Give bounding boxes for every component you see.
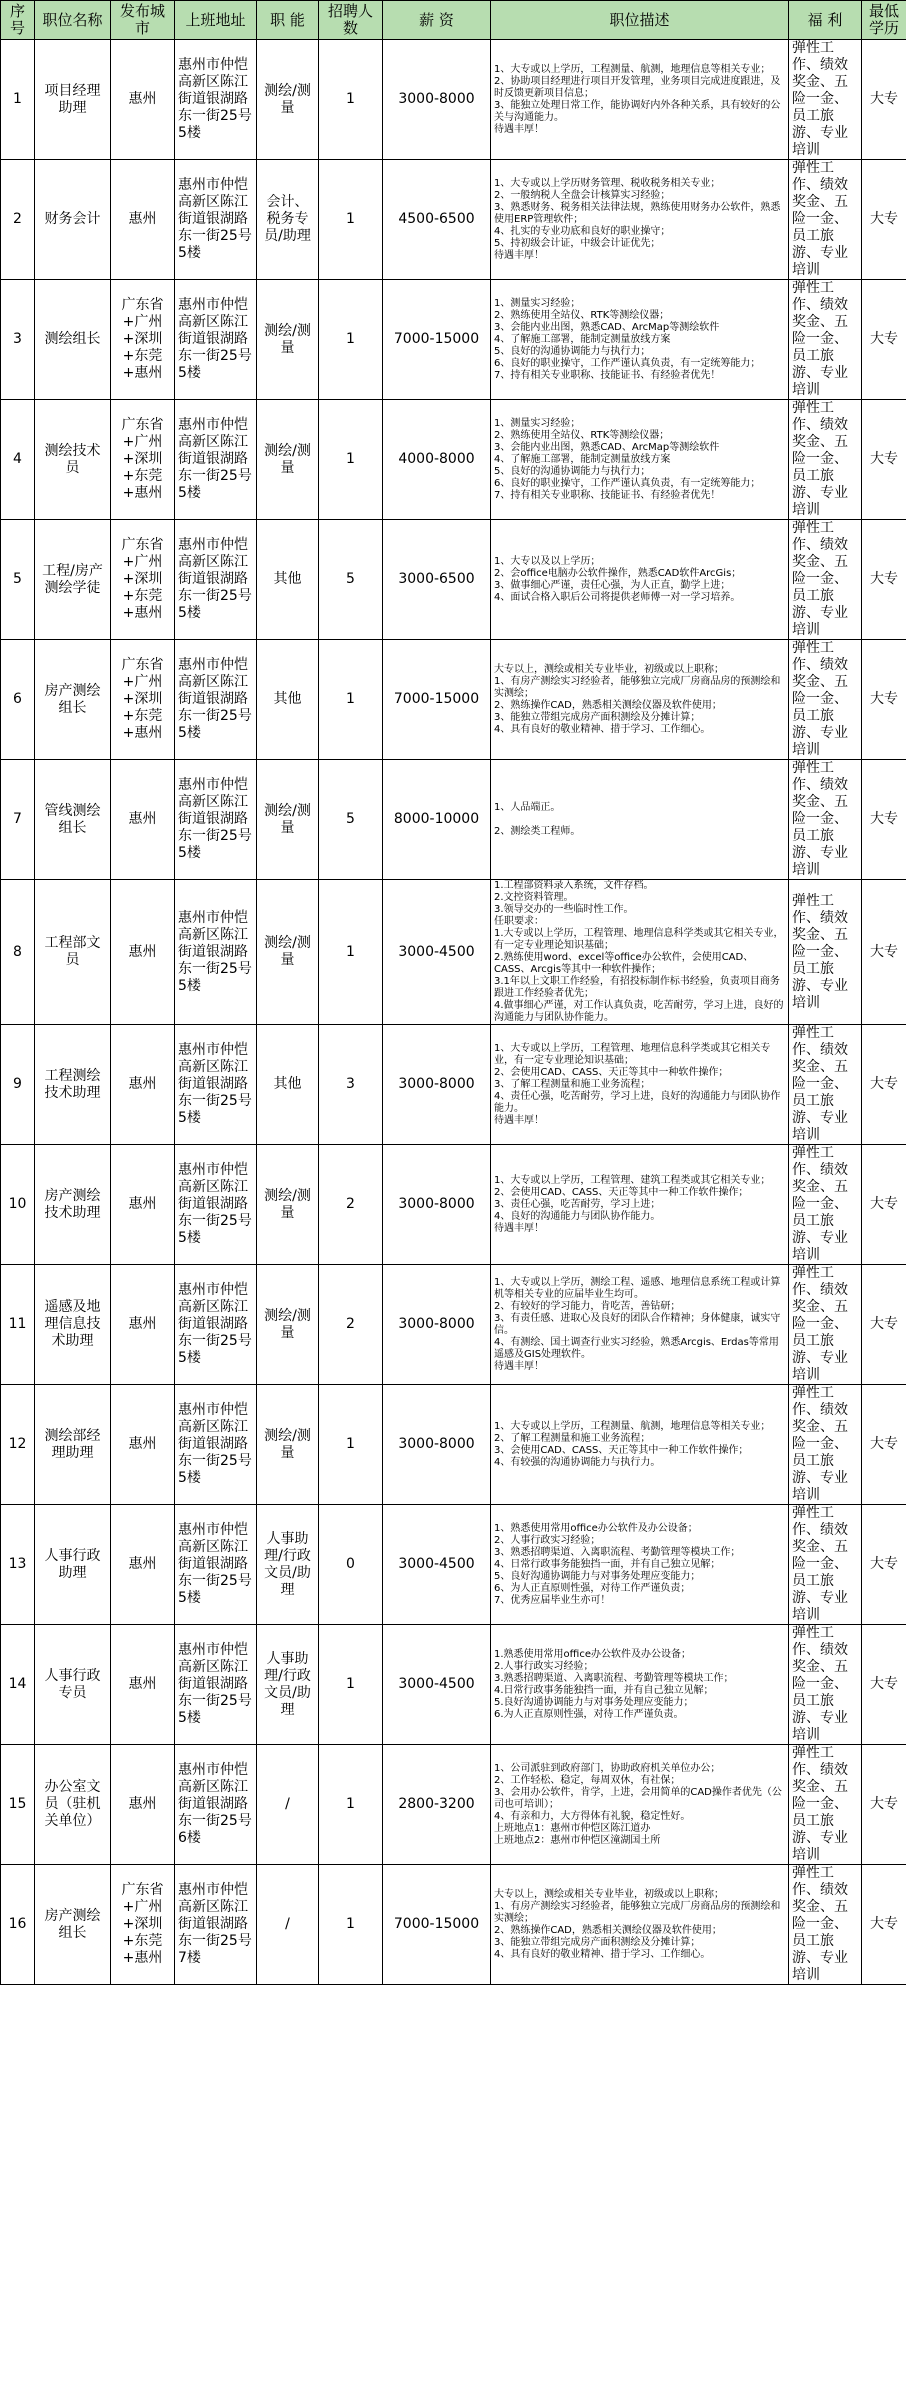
cell-city: 惠州 (111, 880, 175, 1025)
table-header-row (1, 1, 906, 40)
cell-salary: 7000-15000 (383, 280, 491, 400)
cell-address: 惠州市仲恺高新区陈江街道银湖路东一街25号5楼 (175, 1505, 257, 1625)
cell-salary: 3000-4500 (383, 880, 491, 1025)
cell-description: 1.熟悉使用常用office办公软件及办公设备； 2.人事行政实习经验； 3.熟悉招聘渠道、入离职流程、考勤管理等模块工作； 4.日常行政事务能独挡一面，并有自己独立见解； 5.良好沟通协调能力与对事务处理应变能力； 6.为人正直原则性强，对待工作严谨负责。 (491, 1625, 789, 1745)
header-title: 职位名称 (35, 1, 111, 40)
cell-address: 惠州市仲恺高新区陈江街道银湖路东一街25号5楼 (175, 1385, 257, 1505)
cell-benefits: 弹性工作、绩效奖金、五险一金、员工旅游、专业培训 (789, 280, 862, 400)
cell-title: 工程部文员 (35, 880, 111, 1025)
cell-salary: 4500-6500 (383, 160, 491, 280)
header-city: 发布城市 (111, 1, 175, 40)
header-address: 上班地址 (175, 1, 257, 40)
cell-count: 1 (319, 400, 383, 520)
cell-city: 惠州 (111, 1385, 175, 1505)
cell-benefits: 弹性工作、绩效奖金、五险一金、员工旅游、专业培训 (789, 760, 862, 880)
cell-description: 1、测量实习经验； 2、熟练使用全站仪、RTK等测绘仪器； 3、会能内业出图，熟悉CAD、ArcMap等测绘软件 4、了解施工部署，能制定测量放线方案 5、良好的沟通协调能力与执行力； 6、良好的职业操守，工作严谨认真负责，有一定统筹能力； 7、持有相关专业职称、技能证书、有经验者优先！ (491, 280, 789, 400)
cell-description: 大专以上，测绘或相关专业毕业，初级或以上职称； 1、有房产测绘实习经验者，能够独立完成厂房商品房的预测绘和实测绘； 2、熟练操作CAD，熟悉相关测绘仪器及软件使用； 3、能独立带组完成房产面积测绘及分摊计算； 4、具有良好的敬业精神、措于学习、工作细心。 (491, 1865, 789, 1985)
cell-no: 15 (1, 1745, 35, 1865)
table-row (1, 1625, 906, 1745)
cell-address: 惠州市仲恺高新区陈江街道银湖路东一街25号6楼 (175, 1745, 257, 1865)
cell-address: 惠州市仲恺高新区陈江街道银湖路东一街25号5楼 (175, 760, 257, 880)
cell-city: 惠州 (111, 1745, 175, 1865)
table-row (1, 640, 906, 760)
cell-education: 大专 (862, 1145, 906, 1265)
cell-salary: 3000-4500 (383, 1505, 491, 1625)
cell-salary: 3000-8000 (383, 1385, 491, 1505)
cell-salary: 3000-8000 (383, 1145, 491, 1265)
cell-address: 惠州市仲恺高新区陈江街道银湖路东一街25号5楼 (175, 160, 257, 280)
cell-function: 测绘/测量 (257, 280, 319, 400)
cell-function: / (257, 1865, 319, 1985)
cell-function: 测绘/测量 (257, 400, 319, 520)
cell-title: 工程/房产测绘学徒 (35, 520, 111, 640)
cell-city: 惠州 (111, 1145, 175, 1265)
cell-benefits: 弹性工作、绩效奖金、五险一金、员工旅游、专业培训 (789, 400, 862, 520)
cell-salary: 7000-15000 (383, 1865, 491, 1985)
cell-no: 12 (1, 1385, 35, 1505)
cell-function: 其他 (257, 640, 319, 760)
cell-benefits: 弹性工作、绩效奖金、五险一金、员工旅游、专业培训 (789, 1505, 862, 1625)
cell-benefits: 弹性工作、绩效奖金、五险一金、员工旅游、专业培训 (789, 1625, 862, 1745)
cell-education: 大专 (862, 520, 906, 640)
cell-city: 惠州 (111, 1265, 175, 1385)
cell-city: 惠州 (111, 1025, 175, 1145)
cell-address: 惠州市仲恺高新区陈江街道银湖路东一街25号5楼 (175, 520, 257, 640)
cell-count: 1 (319, 160, 383, 280)
cell-function: / (257, 1745, 319, 1865)
cell-education: 大专 (862, 880, 906, 1025)
table-row (1, 1385, 906, 1505)
cell-no: 1 (1, 40, 35, 160)
cell-city: 惠州 (111, 1625, 175, 1745)
table-row (1, 1025, 906, 1145)
cell-title: 房产测绘组长 (35, 640, 111, 760)
table-row (1, 1745, 906, 1865)
cell-no: 13 (1, 1505, 35, 1625)
cell-education: 大专 (862, 1625, 906, 1745)
cell-title: 项目经理助理 (35, 40, 111, 160)
cell-salary: 3000-6500 (383, 520, 491, 640)
header-salary: 薪 资 (383, 1, 491, 40)
cell-description: 1、大专或以上学历财务管理、税收税务相关专业； 2、一般纳税人全盘会计核算实习经验； 3、熟悉财务、税务相关法律法规，熟练使用财务办公软件，熟悉使用ERP管理软件； 4、扎实的专业功底和良好的职业操守； 5、持初级会计证，中级会计证优先； 待遇丰厚！ (491, 160, 789, 280)
cell-city: 惠州 (111, 160, 175, 280)
cell-count: 3 (319, 1025, 383, 1145)
cell-salary: 3000-8000 (383, 40, 491, 160)
cell-function: 其他 (257, 520, 319, 640)
cell-no: 7 (1, 760, 35, 880)
cell-salary: 7000-15000 (383, 640, 491, 760)
table-row (1, 1865, 906, 1985)
cell-no: 3 (1, 280, 35, 400)
cell-title: 测绘技术员 (35, 400, 111, 520)
cell-city: 惠州 (111, 1505, 175, 1625)
cell-function: 会计、税务专员/助理 (257, 160, 319, 280)
cell-education: 大专 (862, 160, 906, 280)
cell-no: 10 (1, 1145, 35, 1265)
cell-description: 1、大专或以上学历，工程测量、航测，地理信息等相关专业； 2、协助项目经理进行项目开发管理，业务项目完成进度跟进，及时反馈更新项目信息； 3、能独立处理日常工作，能协调好内外各种关系，具有较好的公关与沟通能力。 待遇丰厚！ (491, 40, 789, 160)
cell-title: 财务会计 (35, 160, 111, 280)
header-function: 职 能 (257, 1, 319, 40)
cell-title: 人事行政助理 (35, 1505, 111, 1625)
cell-city: 惠州 (111, 40, 175, 160)
cell-description: 1、测量实习经验； 2、熟练使用全站仪、RTK等测绘仪器； 3、会能内业出图，熟悉CAD、ArcMap等测绘软件 4、了解施工部署，能制定测量放线方案 5、良好的沟通协调能力与执行力； 6、良好的职业操守，工作严谨认真负责，有一定统筹能力； 7、持有相关专业职称、技能证书、有经验者优先！ (491, 400, 789, 520)
table-row (1, 1145, 906, 1265)
cell-function: 测绘/测量 (257, 40, 319, 160)
cell-address: 惠州市仲恺高新区陈江街道银湖路东一街25号7楼 (175, 1865, 257, 1985)
cell-salary: 8000-10000 (383, 760, 491, 880)
header-benefits: 福 利 (789, 1, 862, 40)
cell-education: 大专 (862, 1745, 906, 1865)
cell-no: 6 (1, 640, 35, 760)
cell-education: 大专 (862, 1865, 906, 1985)
table-row (1, 40, 906, 160)
cell-no: 4 (1, 400, 35, 520)
cell-count: 5 (319, 760, 383, 880)
cell-benefits: 弹性工作、绩效奖金、五险一金、员工旅游、专业培训 (789, 1745, 862, 1865)
cell-no: 14 (1, 1625, 35, 1745)
cell-title: 办公室文员（驻机关单位） (35, 1745, 111, 1865)
table-row (1, 520, 906, 640)
cell-title: 房产测绘技术助理 (35, 1145, 111, 1265)
cell-count: 1 (319, 1385, 383, 1505)
cell-description: 大专以上，测绘或相关专业毕业，初级或以上职称； 1、有房产测绘实习经验者，能够独立完成厂房商品房的预测绘和实测绘； 2、熟练操作CAD，熟悉相关测绘仪器及软件使用； 3、能独立带组完成房产面积测绘及分摊计算； 4、具有良好的敬业精神、措于学习、工作细心。 (491, 640, 789, 760)
cell-no: 8 (1, 880, 35, 1025)
cell-count: 1 (319, 1865, 383, 1985)
header-education: 最低学历 (862, 1, 906, 40)
cell-benefits: 弹性工作、绩效奖金、五险一金、员工旅游、专业培训 (789, 1265, 862, 1385)
cell-function: 测绘/测量 (257, 880, 319, 1025)
cell-benefits: 弹性工作、绩效奖金、五险一金、员工旅游、专业培训 (789, 880, 862, 1025)
cell-city: 广东省+广州+深圳+东莞+惠州 (111, 640, 175, 760)
cell-city: 广东省+广州+深圳+东莞+惠州 (111, 1865, 175, 1985)
cell-no: 16 (1, 1865, 35, 1985)
cell-salary: 3000-8000 (383, 1025, 491, 1145)
cell-title: 测绘部经理助理 (35, 1385, 111, 1505)
cell-address: 惠州市仲恺高新区陈江街道银湖路东一街25号5楼 (175, 1625, 257, 1745)
cell-title: 遥感及地理信息技术助理 (35, 1265, 111, 1385)
table-row (1, 160, 906, 280)
cell-count: 0 (319, 1505, 383, 1625)
cell-benefits: 弹性工作、绩效奖金、五险一金、员工旅游、专业培训 (789, 1145, 862, 1265)
cell-education: 大专 (862, 1385, 906, 1505)
cell-title: 房产测绘组长 (35, 1865, 111, 1985)
cell-no: 5 (1, 520, 35, 640)
table-row (1, 1505, 906, 1625)
cell-count: 2 (319, 1145, 383, 1265)
cell-salary: 3000-8000 (383, 1265, 491, 1385)
cell-address: 惠州市仲恺高新区陈江街道银湖路东一街25号5楼 (175, 1025, 257, 1145)
table-row (1, 280, 906, 400)
cell-education: 大专 (862, 1025, 906, 1145)
cell-salary: 3000-4500 (383, 1625, 491, 1745)
table-row (1, 760, 906, 880)
header-no: 序号 (1, 1, 35, 40)
cell-count: 1 (319, 640, 383, 760)
cell-benefits: 弹性工作、绩效奖金、五险一金、员工旅游、专业培训 (789, 1865, 862, 1985)
cell-benefits: 弹性工作、绩效奖金、五险一金、员工旅游、专业培训 (789, 40, 862, 160)
table-row (1, 880, 906, 1025)
cell-description: 1、大专或以上学历，工程管理、建筑工程类或其它相关专业； 2、会使用CAD、CASS、天正等其中一种工作软件操作； 3、责任心强，吃苦耐劳，学习上进； 4、良好的沟通能力与团队协作能力。 待遇丰厚！ (491, 1145, 789, 1265)
cell-function: 人事助理/行政文员/助理 (257, 1505, 319, 1625)
cell-benefits: 弹性工作、绩效奖金、五险一金、员工旅游、专业培训 (789, 520, 862, 640)
cell-description: 1、人品端正。 2、测绘类工程师。 (491, 760, 789, 880)
cell-function: 测绘/测量 (257, 760, 319, 880)
cell-description: 1.工程部资料录入系统，文件存档。 2.文控资料管理。 3.领导交办的一些临时性工作。 任职要求： 1.大专或以上学历，工程管理、地理信息科学类或其它相关专业，有一定专业理论知识基础； 2.熟练使用word、excel等office办公软件，会使用CAD、CASS、Arcgis等其中一种软件操作； 3.1年以上文职工作经验，有招投标制作标书经验，负责项目商务跟进工作经验者优先； 4.做事细心严谨，对工作认真负责，吃苦耐劳，学习上进，良好的沟通能力与团队协作能力。 (491, 880, 789, 1025)
table-row (1, 400, 906, 520)
cell-address: 惠州市仲恺高新区陈江街道银湖路东一街25号5楼 (175, 280, 257, 400)
cell-title: 工程测绘技术助理 (35, 1025, 111, 1145)
cell-education: 大专 (862, 400, 906, 520)
cell-count: 1 (319, 880, 383, 1025)
cell-benefits: 弹性工作、绩效奖金、五险一金、员工旅游、专业培训 (789, 1385, 862, 1505)
cell-count: 1 (319, 1745, 383, 1865)
cell-description: 1、大专或以上学历，测绘工程、遥感、地理信息系统工程或计算机等相关专业的应届毕业生均可。 2、有较好的学习能力，肯吃苦，善钻研； 3、有责任感、进取心及良好的团队合作精神；身体健康，诚实守信。 4、有测绘、国土调查行业实习经验，熟悉Arcgis、Erdas等常用遥感及GIS处理软件。 待遇丰厚！ (491, 1265, 789, 1385)
cell-city: 广东省+广州+深圳+东莞+惠州 (111, 280, 175, 400)
cell-salary: 2800-3200 (383, 1745, 491, 1865)
cell-address: 惠州市仲恺高新区陈江街道银湖路东一街25号5楼 (175, 880, 257, 1025)
cell-function: 其他 (257, 1025, 319, 1145)
cell-education: 大专 (862, 640, 906, 760)
cell-address: 惠州市仲恺高新区陈江街道银湖路东一街25号5楼 (175, 1145, 257, 1265)
cell-function: 人事助理/行政文员/助理 (257, 1625, 319, 1745)
cell-education: 大专 (862, 1265, 906, 1385)
cell-title: 人事行政专员 (35, 1625, 111, 1745)
cell-function: 测绘/测量 (257, 1385, 319, 1505)
cell-education: 大专 (862, 760, 906, 880)
cell-salary: 4000-8000 (383, 400, 491, 520)
cell-no: 11 (1, 1265, 35, 1385)
cell-no: 9 (1, 1025, 35, 1145)
cell-no: 2 (1, 160, 35, 280)
cell-function: 测绘/测量 (257, 1145, 319, 1265)
table-row (1, 1265, 906, 1385)
cell-title: 管线测绘组长 (35, 760, 111, 880)
cell-city: 惠州 (111, 760, 175, 880)
cell-city: 广东省+广州+深圳+东莞+惠州 (111, 400, 175, 520)
cell-count: 2 (319, 1265, 383, 1385)
cell-education: 大专 (862, 280, 906, 400)
cell-benefits: 弹性工作、绩效奖金、五险一金、员工旅游、专业培训 (789, 640, 862, 760)
cell-description: 1、大专或以上学历，工程管理、地理信息科学类或其它相关专业，有一定专业理论知识基础； 2、会使用CAD、CASS、天正等其中一种软件操作； 3、了解工程测量和施工业务流程； 4、责任心强，吃苦耐劳，学习上进，良好的沟通能力与团队协作能力。 待遇丰厚！ (491, 1025, 789, 1145)
cell-description: 1、大专以及以上学历； 2、会office电脑办公软件操作，熟悉CAD软件ArcGis； 3、做事细心严谨，责任心强，为人正直，勤学上进； 4、面试合格入职后公司将提供老师傅一对一学习培养。 (491, 520, 789, 640)
cell-title: 测绘组长 (35, 280, 111, 400)
cell-count: 5 (319, 520, 383, 640)
cell-benefits: 弹性工作、绩效奖金、五险一金、员工旅游、专业培训 (789, 160, 862, 280)
cell-address: 惠州市仲恺高新区陈江街道银湖路东一街25号5楼 (175, 400, 257, 520)
header-description: 职位描述 (491, 1, 789, 40)
cell-count: 1 (319, 40, 383, 160)
cell-address: 惠州市仲恺高新区陈江街道银湖路东一街25号5楼 (175, 40, 257, 160)
cell-count: 1 (319, 1625, 383, 1745)
cell-description: 1、公司派驻到政府部门，协助政府机关单位办公； 2、工作轻松、稳定，每周双休，有社保； 3、会用办公软件，肯学，上进，会用简单的CAD操作者优先（公司也可培训）； 4、有亲和力，大方得体有礼貌，稳定性好。 上班地点1：惠州市仲恺区陈江道办 上班地点2：惠州市仲恺区潼湖国土所 (491, 1745, 789, 1865)
cell-description: 1、熟悉使用常用office办公软件及办公设备； 2、人事行政实习经验； 3、熟悉招聘渠道、入离职流程、考勤管理等模块工作； 4、日常行政事务能独挡一面，并有自己独立见解； 5、良好沟通协调能力与对事务处理应变能力； 6、为人正直原则性强，对待工作严谨负责； 7、优秀应届毕业生亦可！ (491, 1505, 789, 1625)
cell-description: 1、大专或以上学历，工程测量、航测，地理信息等相关专业； 2、了解工程测量和施工业务流程； 3、会使用CAD、CASS、天正等其中一种工作软件操作； 4、有较强的沟通协调能力与执行力。 (491, 1385, 789, 1505)
cell-city: 广东省+广州+深圳+东莞+惠州 (111, 520, 175, 640)
cell-count: 1 (319, 280, 383, 400)
cell-address: 惠州市仲恺高新区陈江街道银湖路东一街25号5楼 (175, 1265, 257, 1385)
cell-benefits: 弹性工作、绩效奖金、五险一金、员工旅游、专业培训 (789, 1025, 862, 1145)
cell-address: 惠州市仲恺高新区陈江街道银湖路东一街25号5楼 (175, 640, 257, 760)
header-count: 招聘人数 (319, 1, 383, 40)
cell-function: 测绘/测量 (257, 1265, 319, 1385)
cell-education: 大专 (862, 40, 906, 160)
cell-education: 大专 (862, 1505, 906, 1625)
